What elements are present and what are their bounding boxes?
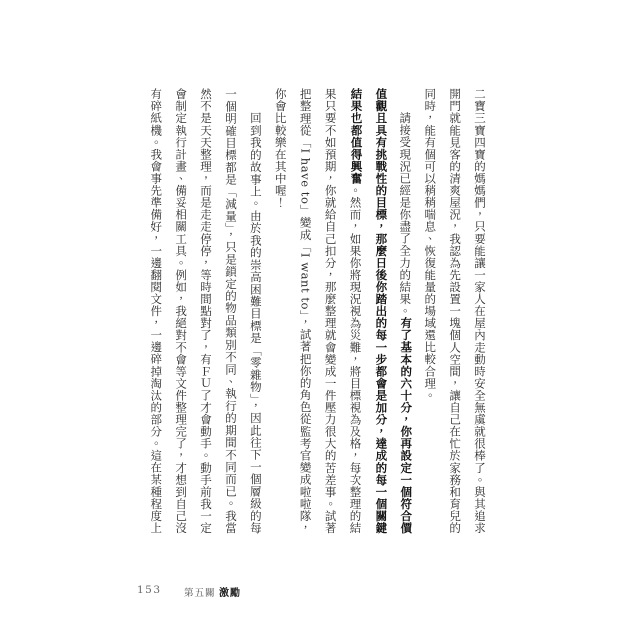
chapter-label: 第五關 [184,588,216,599]
chapter-title: 激勵 [219,588,241,599]
emphasis-text: 有了基本的六十分，你再設定一個符合價值觀且具有挑戰性的目標，那麼日後你踏出的每一步都會是加分，達成的每一個關鍵結果也都值得興奮 [349,88,412,534]
body-run: 二寶三寶四寶的媽媽們，只要能讓一家人在屋內走動時安全無虞就很棒了。與其追求開門就能見客的清爽屋況，我認為先設置一塊個人空間，讓自己在忙於家務和育兒的同時，能有個可以稍稍喘息、恢復能量的場域還比較合理。 [423,88,487,534]
paragraph-2 [268,88,417,534]
page-number: 153 [137,584,162,596]
paragraph-3 [143,88,268,534]
page-footer [0,583,640,599]
paragraph-1 [417,88,492,534]
body-text [143,88,492,534]
body-run: 請接受現況已經是你盡了全力的結果。 [398,112,413,317]
body-run: 回到我的故事上。由於我的崇高困難目標是「零雜物」，因此往下一個層級的每一個明確目標都是「減量」，只是鎖定的物品類別不同、執行的期間不同而已。我當然不是天天整理，而是走走停停，等時間點對了，有ＦＵ了才會動手。動手前我一定會制定執行計畫、備妥相關工具。例如，我絕對不會等文件整理完了，才想到自己沒有碎紙機。我會事先準備好，一邊翻閱文件，一邊碎掉淘汰的部分。這在某種程度上 [149,88,263,534]
body-run: 。然而，如果你將現況視為災難，將目標視為及格，每次整理的結果只要不如預期，你就給自己扣分，那麼整理就會變成一件壓力很大的苦差事。試著把整理從「I have to」變成「I want to」，試著把你的角色從監考官變成啦啦隊，你會比較樂在其中喔！ [273,88,363,534]
